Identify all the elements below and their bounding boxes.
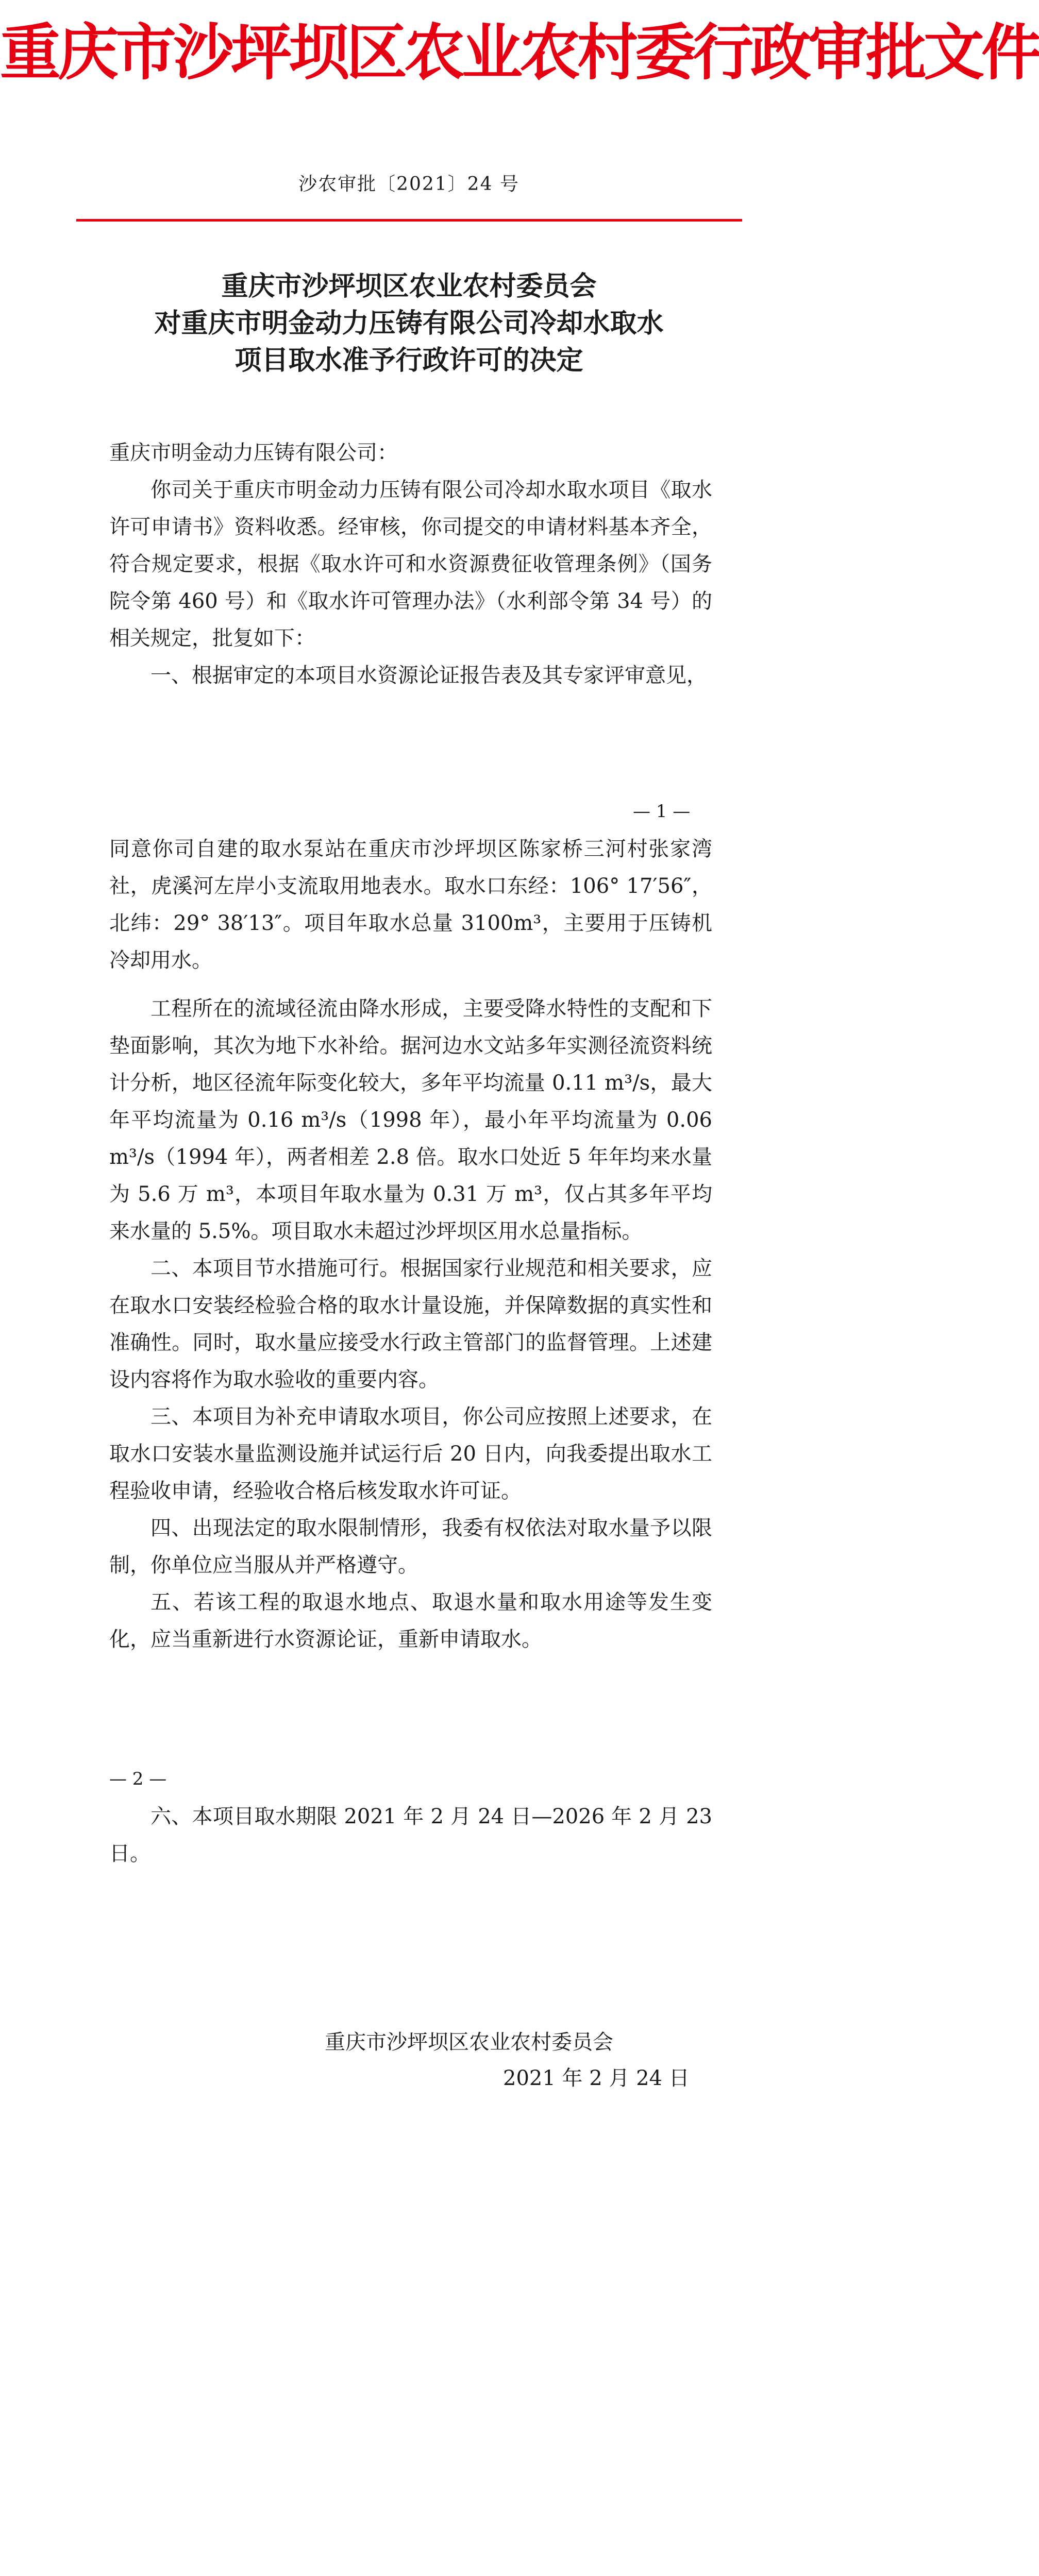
signature-organization: 重庆市沙坪坝区农业农村委员会 xyxy=(325,2030,613,2054)
page3-paragraph-1: 六、本项目取水期限 2021 年 2 月 24 日—2026 年 2 月 23 日。 xyxy=(109,1805,712,1866)
red-divider xyxy=(76,219,742,222)
document-number: 沙农审批〔2021〕24 号 xyxy=(298,174,520,195)
title-line-1: 重庆市沙坪坝区农业农村委员会 xyxy=(221,270,597,302)
title-line-3: 项目取水准予行政许可的决定 xyxy=(234,345,583,376)
addressee: 重庆市明金动力压铸有限公司： xyxy=(109,441,398,465)
page1-paragraph-1: 你司关于重庆市明金动力压铸有限公司冷却水取水项目《取水许可申请书》资料收悉。经审核，你司提交的申请材料基本齐全，符合规定要求，根据《取水许可和水资源费征收管理条例》（国务院令第 460 号）和《取水许可管理办法》（水利部令第 34 号）的相关规定，批复如下： xyxy=(109,478,712,650)
page2-paragraph-6: 五、若该工程的取退水地点、取退水量和取水用途等发生变化，应当重新进行水资源论证，重新申请取水。 xyxy=(109,1590,712,1651)
signature-date: 2021 年 2 月 24 日 xyxy=(503,2066,690,2090)
page3-body xyxy=(109,1798,712,1872)
page1-body xyxy=(109,434,712,694)
page1-paragraph-2: 一、根据审定的本项目水资源论证报告表及其专家评审意见， xyxy=(150,664,707,687)
page-number-1: — 1 — xyxy=(633,801,691,822)
page2-paragraph-2: 工程所在的流域径流由降水形成，主要受降水特性的支配和下垫面影响，其次为地下水补给。据河边水文站多年实测径流资料统计分析，地区径流年际变化较大，多年平均流量 0.11 m³/s，最大年平均流量为 0.16 m³/s（1998 年），最小年平均流量为 0.06 m³/s（1994 年），两者相差 2.8 倍。取水口处近 5 年年均来水量为 5.6 万 m³，本项目年取水量为 0.31 万 m³，仅占其多年平均来水量的 5.5%。项目取水未超过沙坪坝区用水总量指标。 xyxy=(109,997,712,1243)
page-number-2: — 2 — xyxy=(109,1769,167,1789)
page2-paragraph-1: 同意你司自建的取水泵站在重庆市沙坪坝区陈家桥三河村张家湾社，虎溪河左岸小支流取用地表水。取水口东经：106° 17′56″，北纬：29° 38′13″。项目年取水总量 3100m³，主要用于压铸机冷却用水。 xyxy=(109,837,712,972)
page2-body xyxy=(109,831,712,1658)
document-title xyxy=(0,268,818,379)
title-line-2: 对重庆市明金动力压铸有限公司冷却水取水 xyxy=(154,308,664,339)
page2-paragraph-4: 三、本项目为补充申请取水项目，你公司应按照上述要求，在取水口安装水量监测设施并试运行后 20 日内，向我委提出取水工程验收申请，经验收合格后核发取水许可证。 xyxy=(109,1405,712,1503)
document-banner: 重庆市沙坪坝区农业农村委行政审批文件 xyxy=(0,16,1039,88)
page2-paragraph-3: 二、本项目节水措施可行。根据国家行业规范和相关要求，应在取水口安装经检验合格的取水计量设施，并保障数据的真实性和准确性。同时，取水量应接受水行政主管部门的监督管理。上述建设内容将作为取水验收的重要内容。 xyxy=(109,1257,712,1392)
page2-paragraph-5: 四、出现法定的取水限制情形，我委有权依法对取水量予以限制，你单位应当服从并严格遵守。 xyxy=(109,1516,712,1577)
